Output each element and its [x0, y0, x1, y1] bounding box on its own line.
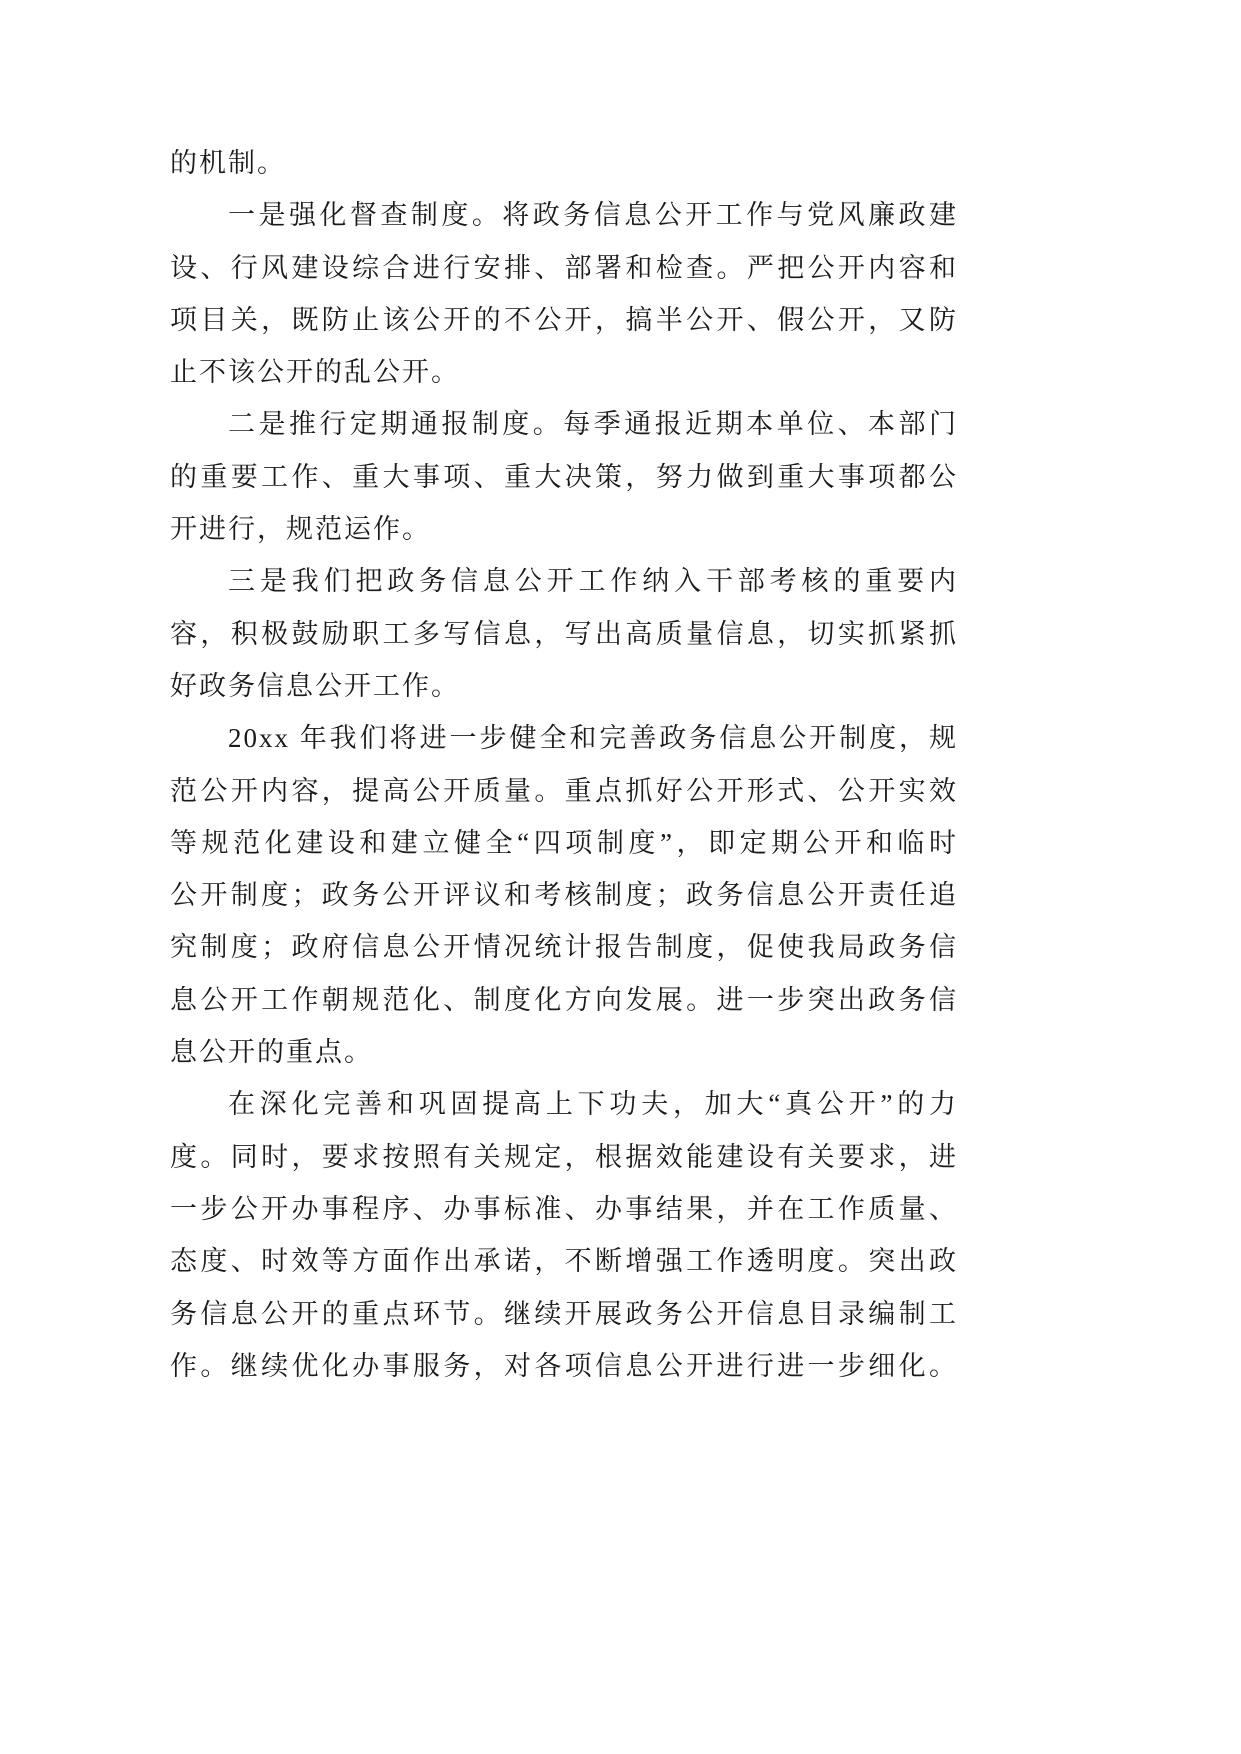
text-line: 容，积极鼓励职工多写信息，写出高质量信息，切实抓紧抓: [170, 618, 958, 649]
paragraph: [170, 189, 958, 398]
text-line: 好政务信息公开工作。: [170, 670, 460, 701]
text-line: 20xx 年我们将进一步健全和完善政务信息公开制度，规: [228, 723, 958, 754]
paragraph: [170, 398, 958, 555]
text-line: 息公开的重点。: [170, 1037, 373, 1068]
text-line: 一步公开办事程序、办事标准、办事结果，并在工作质量、: [170, 1193, 958, 1224]
text-line: 作。继续优化办事服务，对各项信息公开进行进一步细化。: [170, 1350, 958, 1381]
text-line: 究制度；政府信息公开情况统计报告制度，促使我局政务信: [170, 932, 958, 963]
text-line: 开进行，规范运作。: [170, 514, 431, 545]
text-line: 止不该公开的乱公开。: [170, 357, 460, 388]
text-line: 项目关，既防止该公开的不公开，搞半公开、假公开，又防: [170, 304, 958, 335]
text-line: 范公开内容，提高公开质量。重点抓好公开形式、公开实效: [170, 775, 958, 806]
text-line: 度。同时，要求按照有关规定，根据效能建设有关要求，进: [170, 1141, 958, 1172]
paragraph: [170, 137, 958, 189]
text-line: 三是我们把政务信息公开工作纳入干部考核的重要内: [228, 566, 958, 597]
paragraph: [170, 555, 958, 712]
text-line: 的机制。: [170, 148, 286, 178]
text-line: 息公开工作朝规范化、制度化方向发展。进一步突出政务信: [170, 984, 958, 1015]
text-line: 的重要工作、重大事项、重大决策，努力做到重大事项都公: [170, 461, 958, 492]
text-line: 二是推行定期通报制度。每季通报近期本单位、本部门: [228, 409, 958, 440]
text-line: 一是强化督查制度。将政务信息公开工作与党风廉政建: [228, 200, 958, 231]
paragraph: [170, 712, 958, 1078]
paragraph: [170, 1078, 958, 1392]
text-line: 公开制度；政务公开评议和考核制度；政务信息公开责任追: [170, 880, 958, 911]
text-line: 设、行风建设综合进行安排、部署和检查。严把公开内容和: [170, 252, 958, 283]
text-line: 在深化完善和巩固提高上下功夫，加大“真公开”的力: [228, 1089, 958, 1120]
text-line: 务信息公开的重点环节。继续开展政务公开信息目录编制工: [170, 1298, 958, 1329]
body-text: [170, 137, 958, 1392]
text-line: 态度、时效等方面作出承诺，不断增强工作透明度。突出政: [170, 1246, 958, 1277]
text-line: 等规范化建设和建立健全“四项制度”，即定期公开和临时: [170, 827, 958, 858]
